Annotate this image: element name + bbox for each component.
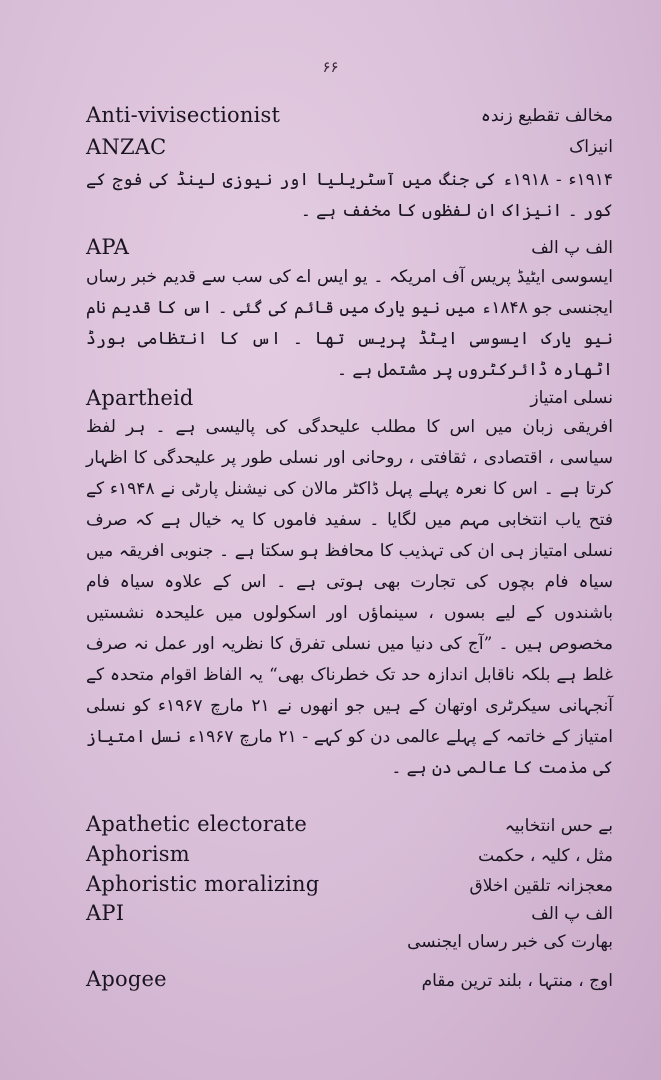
- entry-translation: مخالف تقطیع زندہ: [480, 106, 613, 126]
- entry-translation: الف پ الف: [531, 238, 613, 258]
- entry-term: Anti-vivisectionist: [86, 103, 281, 127]
- entry-term: ANZAC: [86, 135, 167, 159]
- entry-term: Apogee: [86, 967, 167, 991]
- entry-term: Apartheid: [86, 386, 194, 410]
- entry-term: Aphoristic moralizing: [86, 872, 320, 896]
- entry-translation: انیزاک: [569, 137, 613, 157]
- entry-translation: بے حس انتخابیہ: [504, 816, 613, 836]
- page-number: ۶۶: [322, 58, 339, 76]
- entry-translation: اوج ، منتہا ، بلند ترین مقام: [421, 971, 613, 991]
- entry-translation: نسلی امتیاز: [530, 388, 613, 408]
- entry-translation: معجزانہ تلقین اخلاق: [469, 876, 613, 896]
- entry-term: Aphorism: [86, 842, 190, 866]
- entry-translation: مثل ، کلیہ ، حکمت: [478, 846, 613, 866]
- entry-description: ایسوسی ایٹیڈ پریس آف امریکہ ۔ یو ایس اے کی سب سے قدیم خبر رساں ایجنسی جو ۱۸۴۸ء میں نیو یارک میں قائم کی گئی ۔ اس کا قدیم نام نیو یارک ایسوسی ایٹڈ پریس تھا ۔ اس کا انتظامی بورڈ اٹھارہ ڈائرکٹروں پر مشتمل ہے ۔: [86, 267, 613, 380]
- entry-term: APA: [86, 235, 130, 259]
- entry-term: Apathetic electorate: [86, 812, 307, 836]
- entry-translation: الف پ الف: [531, 904, 613, 924]
- entry-description: ۱۹۱۴ء - ۱۹۱۸ء کی جنگ میں آسٹریلیا اور نیوزی لینڈ کی فوج کے کور ۔ انیزاک ان لفظوں کا مخفف ہے ۔: [86, 170, 613, 221]
- entry-description: افریقی زبان میں اس کا مطلب علیحدگی کی پالیسی ہے ۔ ہر لفظ سیاسی ، اقتصادی ، ثقافتی ، روحانی اور نسلی طور پر علیحدگی کا اظہار کرتا ہے ۔ اس کا نعرہ پہلے پہل ڈاکٹر مالان کی نیشنل پارٹی نے ۱۹۴۸ء کے فتح یاب انتخابی مہم میں لگایا ۔ سفید فاموں کا یہ خیال ہے کہ صرف نسلی امتیاز ہی ان کی تہذیب کا محافظ ہو سکتا ہے ۔ جنوبی افریقہ میں سیاہ فام بچوں کی تجارت بھی ہوتی ہے ۔ اس کے علاوہ سیاہ فام باشندوں کے لیے بسوں ، سینماؤں اور اسکولوں میں علیحدہ نشستیں مخصوص ہیں ۔ ”آج کی دنیا میں نسلی تفرق کا نظریہ اور عمل نہ صرف غلط ہے بلکہ ناقابل اندازہ حد تک خطرناک بھی“ یہ الفاظ اقوام متحدہ کے آنجہانی سیکرٹری اوتھان کے ہیں جو انھوں نے ۲۱ مارچ ۱۹۶۷ء کو نسلی امتیاز کے خاتمہ کے پہلے عالمی دن کو کہے - ۲۱ مارچ ۱۹۶۷ء نسل امتیاز کی مذمت کا عالمی دن ہے ۔: [86, 417, 613, 778]
- entry-description: بھارت کی خبر رساں ایجنسی: [407, 932, 613, 952]
- entry-term: API: [86, 901, 125, 925]
